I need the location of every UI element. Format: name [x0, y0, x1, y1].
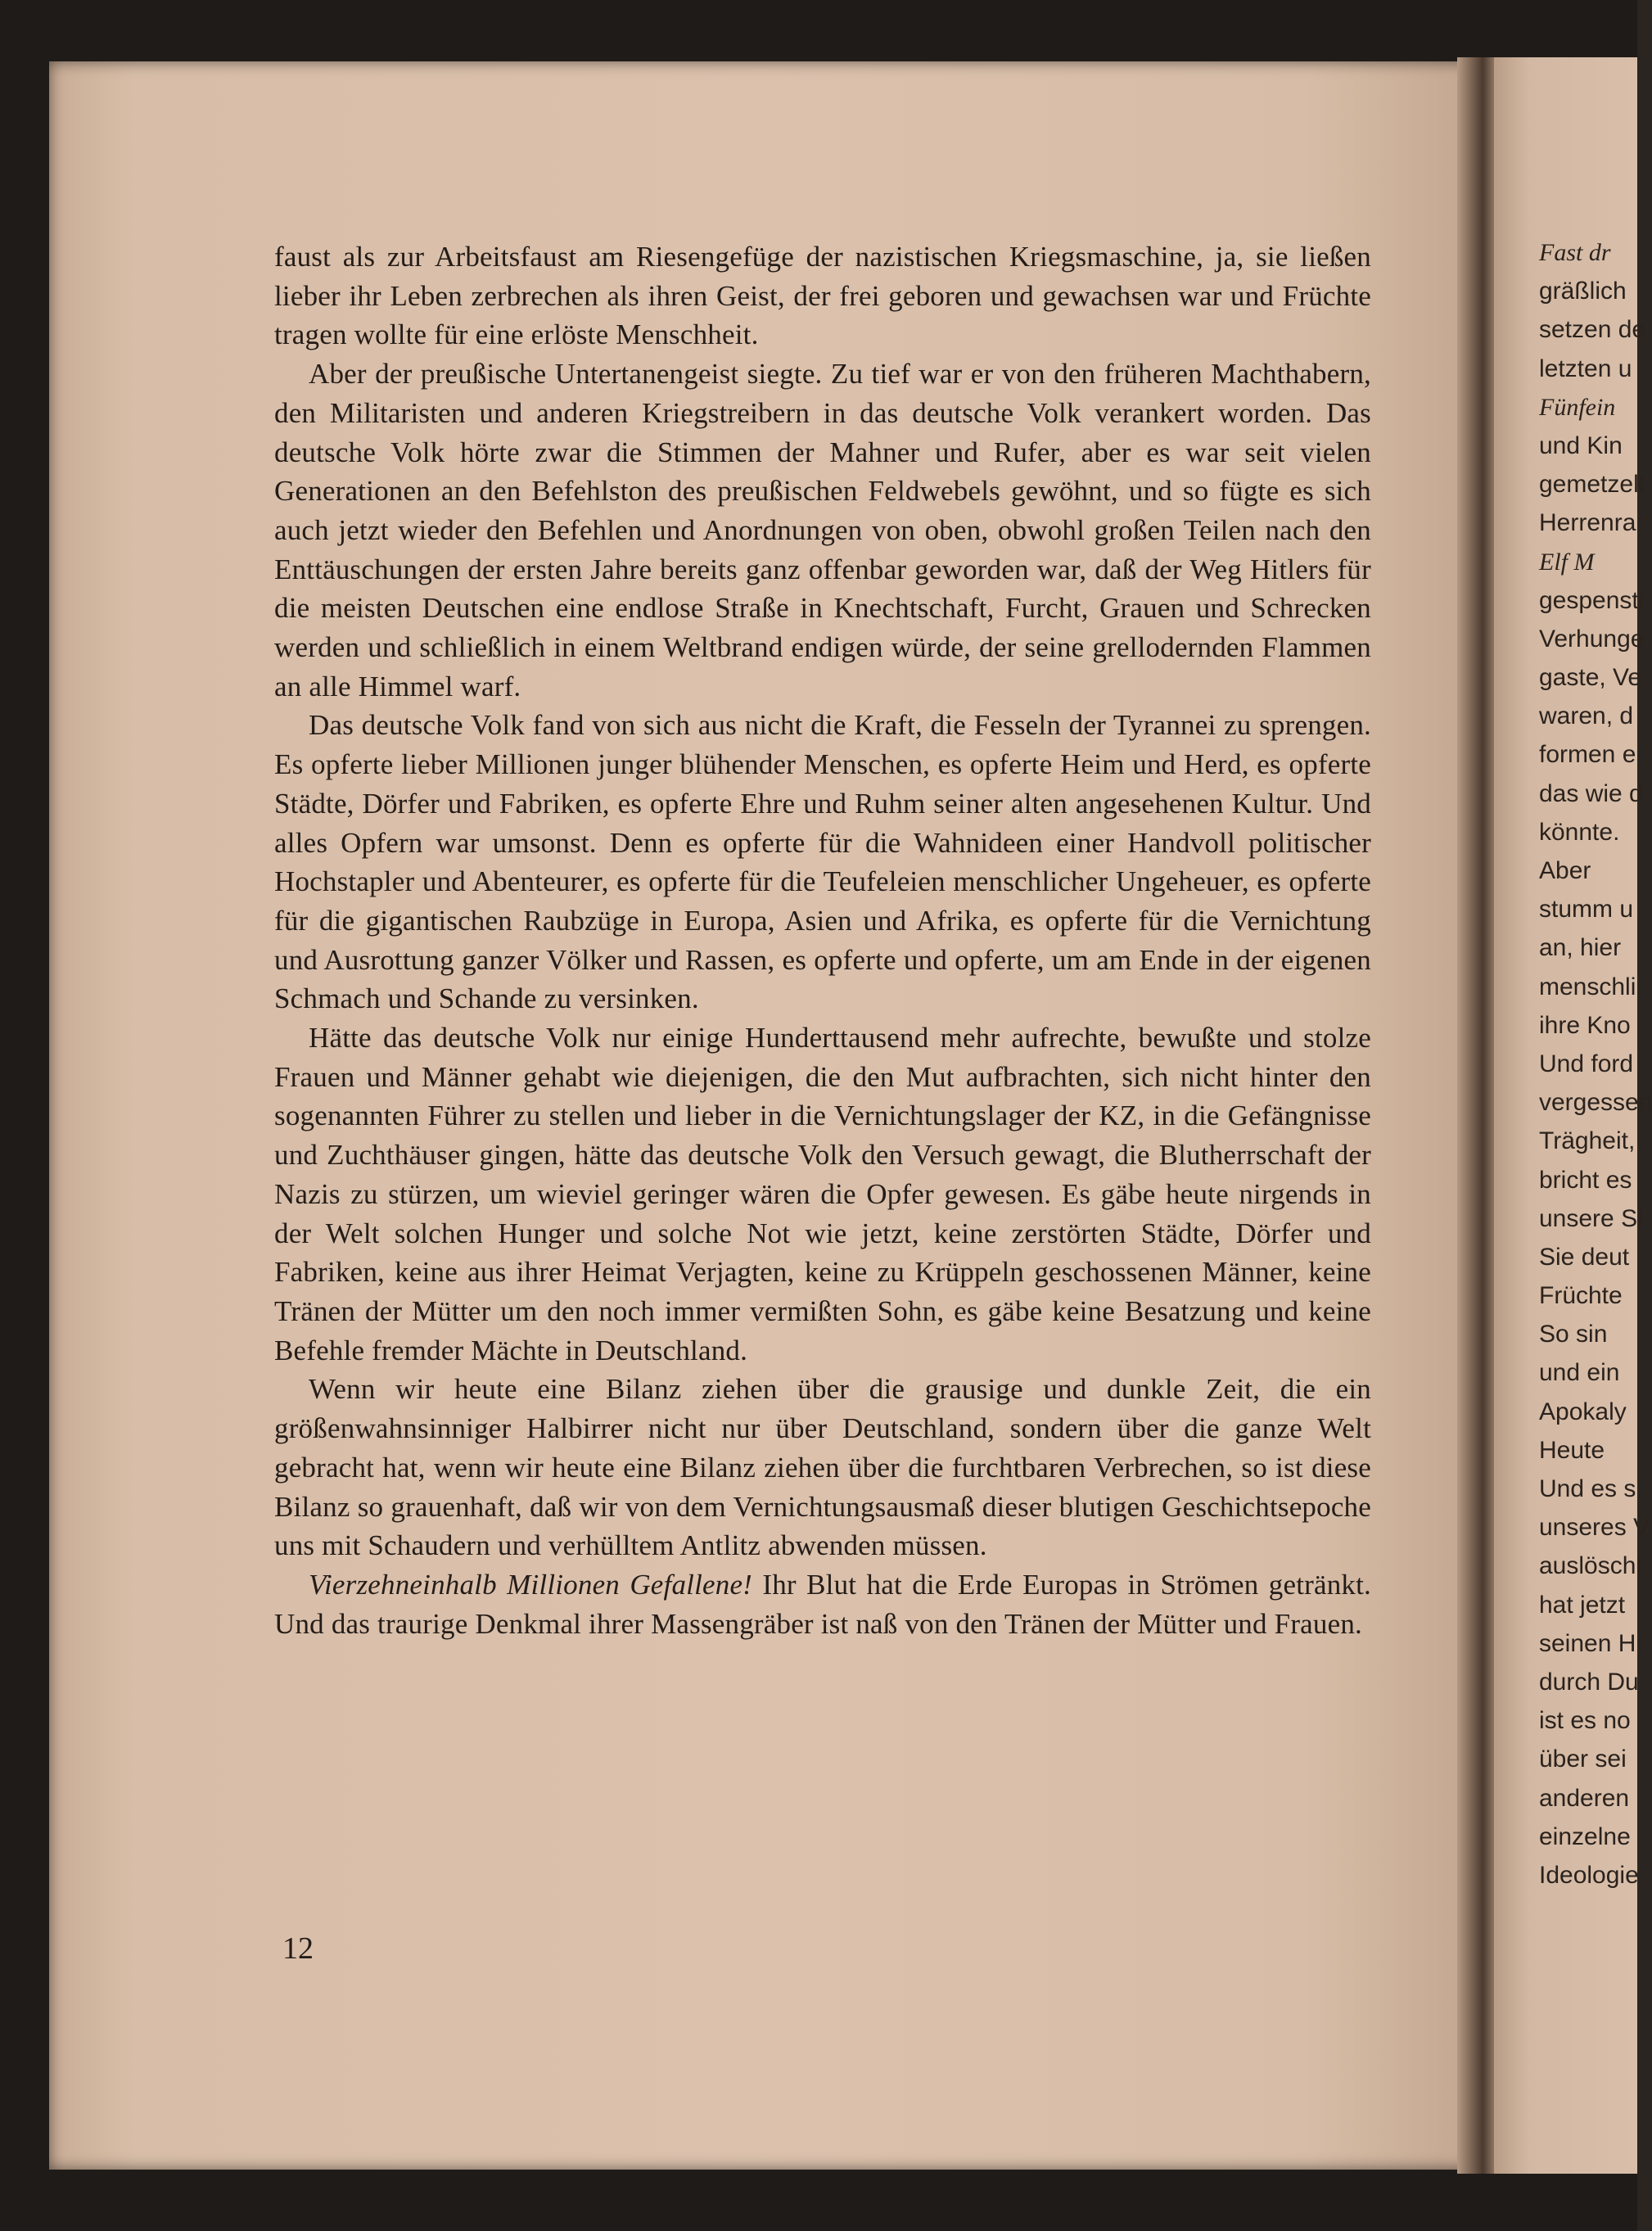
facing-page-line: über sei	[1539, 1746, 1627, 1773]
facing-page-line: vergessen	[1539, 1089, 1652, 1117]
facing-page-text-fragments	[1539, 233, 1652, 1895]
facing-page-line: ihre Kno	[1539, 1011, 1631, 1039]
paragraph-5: Wenn wir heute eine Bilanz ziehen über die grausige und dunkle Zeit, die ein größenwahnsinniger Halbirrer nicht nur über Deutschland, sondern über die ganze Welt gebracht hat, wenn wir heute eine Bilanz ziehen über die furchtbaren Verbrechen, so ist diese Bilanz so grauenhaft, daß wir von dem Vernichtungsausmaß dieser blutigen Geschichtsepoche uns mit Schaudern und verhülltem Antlitz abwenden müssen.	[274, 1373, 1371, 1562]
paragraph-3: Das deutsche Volk fand von sich aus nicht die Kraft, die Fesseln der Tyrannei zu sprengen. Es opferte lieber Millionen junger blühender Menschen, es opferte Heim und Herd, es opferte Städte, Dörfer und Fabriken, es opferte Ehre und Ruhm seiner alten angesehenen Kultur. Und alles Opfern war umsonst. Denn es opferte für die Wahnideen einer Handvoll politischer Hochstapler und Abenteurer, es opferte für die Teufeleien menschlicher Ungeheuer, es opferte für die gigantischen Raubzüge in Europa, Asien und Afrika, es opferte für die Vernichtung und Ausrottung ganzer Völker und Rassen, es opferte und opferte, um am Ende in der eigenen Schmach und Schande zu versinken.	[274, 709, 1371, 1015]
paragraph-2: Aber der preußische Untertanengeist siegte. Zu tief war er von den früheren Machthabern, den Militaristen und anderen Kriegstreibern in das deutsche Volk verankert worden. Das deutsche Volk hörte zwar die Stimmen der Mahner und Rufer, aber es war seit vielen Generationen an den Befehlston des preußischen Feldwebels gewöhnt, und so fügte es sich auch jetzt wieder den Befehlen und Anordnungen von oben, obwohl großen Teilen nach den Enttäuschungen der ersten Jahre bereits ganz offenbar geworden war, daß der Weg Hitlers für die meisten Deutschen eine endlose Straße in Knechtschaft, Furcht, Grauen und Schrecken werden und schließlich in einem Weltbrand endigen würde, der seine grellodernden Flammen an alle Himmel warf.	[274, 358, 1371, 702]
facing-page-line: und Kin	[1539, 431, 1623, 459]
facing-page-line: menschli	[1539, 973, 1636, 1000]
book-gutter	[1457, 57, 1494, 2174]
facing-page-line: anderen	[1539, 1784, 1630, 1812]
facing-page-line: einzelne	[1539, 1822, 1631, 1850]
facing-page-line: ist es no	[1539, 1707, 1631, 1735]
facing-page-line: waren, d	[1539, 702, 1634, 730]
facing-page-line: unsere Si	[1539, 1204, 1643, 1232]
facing-page-line: Fünfein	[1539, 393, 1616, 421]
paragraph-6-rest: Ihr Blut hat die Erde Europas in Strömen getränkt. Und das traurige Denkmal ihrer Massengräber ist naß von den Tränen der Mütter und Frauen.	[274, 1568, 1371, 1640]
page-number: 12	[282, 1931, 314, 1966]
facing-page-line: gespensti	[1539, 586, 1645, 614]
facing-page-line: bricht es	[1539, 1166, 1632, 1194]
facing-page-line: und ein	[1539, 1359, 1620, 1387]
facing-page-line: Apokaly	[1539, 1398, 1627, 1425]
facing-page-line: könnte.	[1539, 818, 1620, 846]
facing-page-line: Heute	[1539, 1436, 1605, 1464]
facing-page-line: an, hier	[1539, 934, 1622, 962]
facing-page-line: letzten u	[1539, 355, 1632, 382]
facing-page-line: stumm u	[1539, 896, 1634, 924]
facing-page-line: Trägheit,	[1539, 1127, 1636, 1155]
facing-page-line: So sin	[1539, 1321, 1608, 1348]
facing-page-line: Elf M	[1539, 548, 1595, 576]
facing-page-line: unseres V	[1539, 1514, 1650, 1542]
facing-page-line: gaste, Ve	[1539, 664, 1642, 692]
facing-page-line: seinen H	[1539, 1629, 1636, 1657]
paragraph-6	[274, 1565, 1371, 1643]
facing-page-line: Sie deut	[1539, 1243, 1630, 1271]
facing-page-line: hat jetzt	[1539, 1591, 1626, 1619]
facing-page-line: setzen de	[1539, 316, 1646, 344]
facing-page-line: Fast dr	[1539, 239, 1611, 266]
facing-page-line: auslöschl	[1539, 1552, 1642, 1580]
facing-page-line: durch Du	[1539, 1668, 1639, 1696]
facing-page-line: Herrenra	[1539, 509, 1636, 537]
facing-page-line: Aber	[1539, 857, 1591, 884]
facing-page-line: Verhunge	[1539, 625, 1645, 653]
facing-page-line: Und ford	[1539, 1050, 1634, 1077]
facing-page-line: Früchte	[1539, 1282, 1623, 1310]
paragraph-4: Hätte das deutsche Volk nur einige Hunderttausend mehr aufrechte, bewußte und stolze Frauen und Männer gehabt wie diejenigen, die den Mut aufbrachten, sich nicht hinter den sogenannten Führer zu stellen und lieber in die Vernichtungslager der KZ, in die Gefängnisse und Zuchthäuser gingen, hätte das deutsche Volk den Versuch gewagt, die Blutherrschaft der Nazis zu stürzen, um wieviel geringer wären die Opfer gewesen. Es gäbe heute nirgends in der Welt solchen Hunger und solche Not wie jetzt, keine zerstörten Städte, Dörfer und Fabriken, keine aus ihrer Heimat Verjagten, keine zu Krüppeln geschossenen Männer, keine Tränen der Mütter um den noch immer vermißten Sohn, es gäbe keine Besatzung und keine Befehle fremder Mächte in Deutschland.	[274, 1022, 1371, 1366]
facing-page-line: gräßlich	[1539, 278, 1627, 305]
facing-page-line: das wie d	[1539, 779, 1643, 807]
facing-page-line: Ideologie	[1539, 1861, 1639, 1889]
facing-page-line: formen e	[1539, 741, 1636, 769]
paragraph-1: faust als zur Arbeitsfaust am Riesengefüge der nazistischen Kriegsmaschine, ja, sie ließen lieber ihr Leben zerbrechen als ihren Geist, der frei geboren und gewachsen war und Früchte tragen wollte für eine erlöste Menschheit.	[274, 241, 1371, 351]
paragraph-6-italic: Vierzehneinhalb Millionen Gefallene!	[309, 1568, 753, 1601]
facing-page-line: Und es s	[1539, 1475, 1636, 1502]
facing-page-line: gemetzelt	[1539, 471, 1646, 499]
page-body-text	[274, 237, 1371, 1643]
